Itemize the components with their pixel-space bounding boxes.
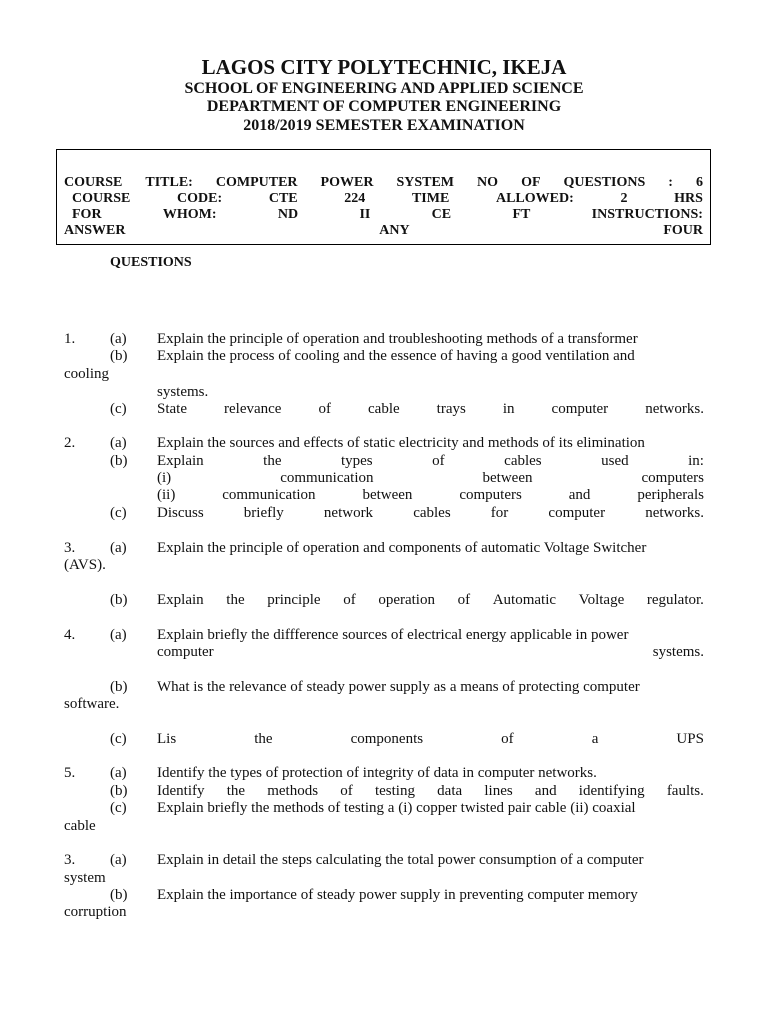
question-text: Explain the sources and effects of static electricity and methods of its elimination (157, 435, 645, 451)
word: relevance (224, 401, 282, 417)
word: peripherals (637, 487, 704, 503)
word: network (323, 505, 374, 521)
word: SYSTEM (396, 175, 455, 190)
word: and (534, 783, 557, 799)
word: COMPUTER (215, 175, 298, 190)
course-info-box (56, 149, 711, 245)
sub-item (157, 487, 704, 504)
question-text-wrap: cable (64, 818, 96, 834)
word: 2 (620, 191, 628, 206)
word: between (482, 470, 533, 486)
word: between (362, 487, 413, 503)
word: cable (368, 401, 400, 417)
question-text: Explain the principle of operation and components of automatic Voltage Switcher (157, 540, 647, 556)
part-label: (b) (110, 887, 128, 903)
word: cables (413, 505, 451, 521)
question-text: Explain the importance of steady power supply in preventing computer memory (157, 887, 638, 903)
word: the (226, 592, 245, 608)
word: of (340, 783, 353, 799)
question-text: Explain briefly the diffference sources of electrical energy applicable in power (157, 627, 629, 643)
word: ANY (379, 223, 410, 238)
word: CTE (268, 191, 298, 206)
word: Discuss (157, 505, 204, 521)
word: INSTRUCTIONS: (591, 207, 703, 222)
part-label: (a) (110, 765, 127, 781)
word: QUESTIONS (563, 175, 646, 190)
word: computer (548, 505, 606, 521)
question-text (157, 453, 704, 470)
word: (ii) (157, 487, 176, 503)
word: ND (277, 207, 299, 222)
word: of (432, 453, 445, 469)
question-text-cont (157, 644, 704, 661)
question-number: 3. (64, 852, 76, 868)
word: ANSWER (64, 223, 126, 238)
word: of (318, 401, 331, 417)
word: 224 (344, 191, 366, 206)
word: CE (431, 207, 452, 222)
word: TITLE: (145, 175, 193, 190)
part-label: (a) (110, 540, 127, 556)
part-label: (a) (110, 331, 127, 347)
part-label: (c) (110, 800, 127, 816)
part-label: (c) (110, 505, 127, 521)
word: of (501, 731, 514, 747)
question-text (157, 731, 704, 748)
word: ALLOWED: (495, 191, 574, 206)
word: identifying (578, 783, 645, 799)
word: computers (459, 487, 522, 503)
word: systems. (652, 644, 704, 660)
word: computer (157, 644, 214, 660)
word: cables (504, 453, 542, 469)
word: lines (484, 783, 513, 799)
question-text: Explain the process of cooling and the essence of having a good ventilation and (157, 348, 635, 364)
word: faults. (666, 783, 704, 799)
word: : (668, 175, 673, 190)
question-number: 5. (64, 765, 76, 781)
word: FT (512, 207, 531, 222)
word: testing (374, 783, 415, 799)
word: FOR (72, 207, 102, 222)
part-label: (a) (110, 435, 127, 451)
part-label: (b) (110, 453, 128, 469)
word: POWER (320, 175, 374, 190)
sub-item (157, 470, 704, 487)
question-text-cont: systems. (157, 384, 209, 400)
part-label: (c) (110, 401, 127, 417)
word: Lis (157, 731, 177, 747)
question-text-wrap: (AVS). (64, 557, 106, 573)
word: II (359, 207, 371, 222)
word: briefly (243, 505, 284, 521)
question-text: Explain briefly the methods of testing a (i) copper twisted pair cable (ii) coaxial (157, 800, 636, 816)
part-label: (b) (110, 348, 128, 364)
question-text-wrap: software. (64, 696, 120, 712)
word: networks. (645, 505, 704, 521)
info-line-4 (64, 223, 703, 239)
question-text (157, 401, 704, 418)
info-line-2 (64, 191, 703, 207)
word: FOUR (663, 223, 703, 238)
school-name: SCHOOL OF ENGINEERING AND APPLIED SCIENCE (184, 80, 584, 97)
word: communication (222, 487, 316, 503)
question-number: 1. (64, 331, 76, 347)
info-line-1 (64, 175, 703, 191)
word: computers (641, 470, 704, 486)
word: trays (436, 401, 466, 417)
question-text-wrap: cooling (64, 366, 109, 382)
word: principle (267, 592, 321, 608)
department-name: DEPARTMENT OF COMPUTER ENGINEERING (206, 98, 562, 115)
part-label: (c) (110, 731, 127, 747)
question-number: 4. (64, 627, 76, 643)
info-line-3 (64, 207, 703, 223)
question-text: Explain the principle of operation and troubleshooting methods of a transformer (157, 331, 638, 347)
word: operation (378, 592, 435, 608)
institution-title: LAGOS CITY POLYTECHNIC, IKEJA (201, 55, 567, 79)
word: Voltage (578, 592, 625, 608)
question-text (157, 592, 704, 609)
word: HRS (674, 191, 703, 206)
word: Explain (157, 453, 204, 469)
word: Explain (157, 592, 204, 608)
question-text: What is the relevance of steady power supply as a means of protecting computer (157, 679, 640, 695)
question-text-wrap: corruption (64, 904, 127, 920)
part-label: (b) (110, 783, 128, 799)
word: of (343, 592, 356, 608)
part-label: (a) (110, 852, 127, 868)
word: networks. (645, 401, 704, 417)
word: the (226, 783, 246, 799)
word: (i) (157, 470, 172, 486)
word: in: (688, 453, 704, 469)
word: components (350, 731, 424, 747)
word: WHOM: (162, 207, 217, 222)
part-label: (a) (110, 627, 127, 643)
word: 6 (695, 175, 703, 190)
word: for (490, 505, 509, 521)
part-label: (b) (110, 679, 128, 695)
word: COURSE (72, 191, 131, 206)
word: of (457, 592, 471, 608)
question-number: 3. (64, 540, 76, 556)
word: NO (477, 175, 499, 190)
word: the (263, 453, 282, 469)
word: CODE: (177, 191, 223, 206)
word: types (340, 453, 373, 469)
question-text (157, 783, 704, 800)
question-number: 2. (64, 435, 76, 451)
word: UPS (676, 731, 704, 747)
word: TIME (411, 191, 450, 206)
question-text-wrap: system (64, 870, 106, 886)
word: Automatic (492, 592, 557, 608)
word: computer (551, 401, 609, 417)
exam-title: 2018/2019 SEMESTER EXAMINATION (243, 117, 525, 134)
word: COURSE (64, 175, 123, 190)
word: OF (521, 175, 541, 190)
word: the (254, 731, 273, 747)
word: regulator. (646, 592, 704, 608)
word: and (568, 487, 591, 503)
question-text: Explain in detail the steps calculating the total power consumption of a computer (157, 852, 644, 868)
word: data (437, 783, 463, 799)
word: State (157, 401, 187, 417)
word: methods (267, 783, 319, 799)
question-text (157, 505, 704, 522)
word: in (502, 401, 515, 417)
part-label: (b) (110, 592, 128, 608)
word: a (591, 731, 599, 747)
word: communication (280, 470, 374, 486)
word: used (601, 453, 629, 469)
question-text: Identify the types of protection of integrity of data in computer networks. (157, 765, 597, 781)
word: Identify (157, 783, 205, 799)
questions-heading: QUESTIONS (110, 255, 192, 270)
